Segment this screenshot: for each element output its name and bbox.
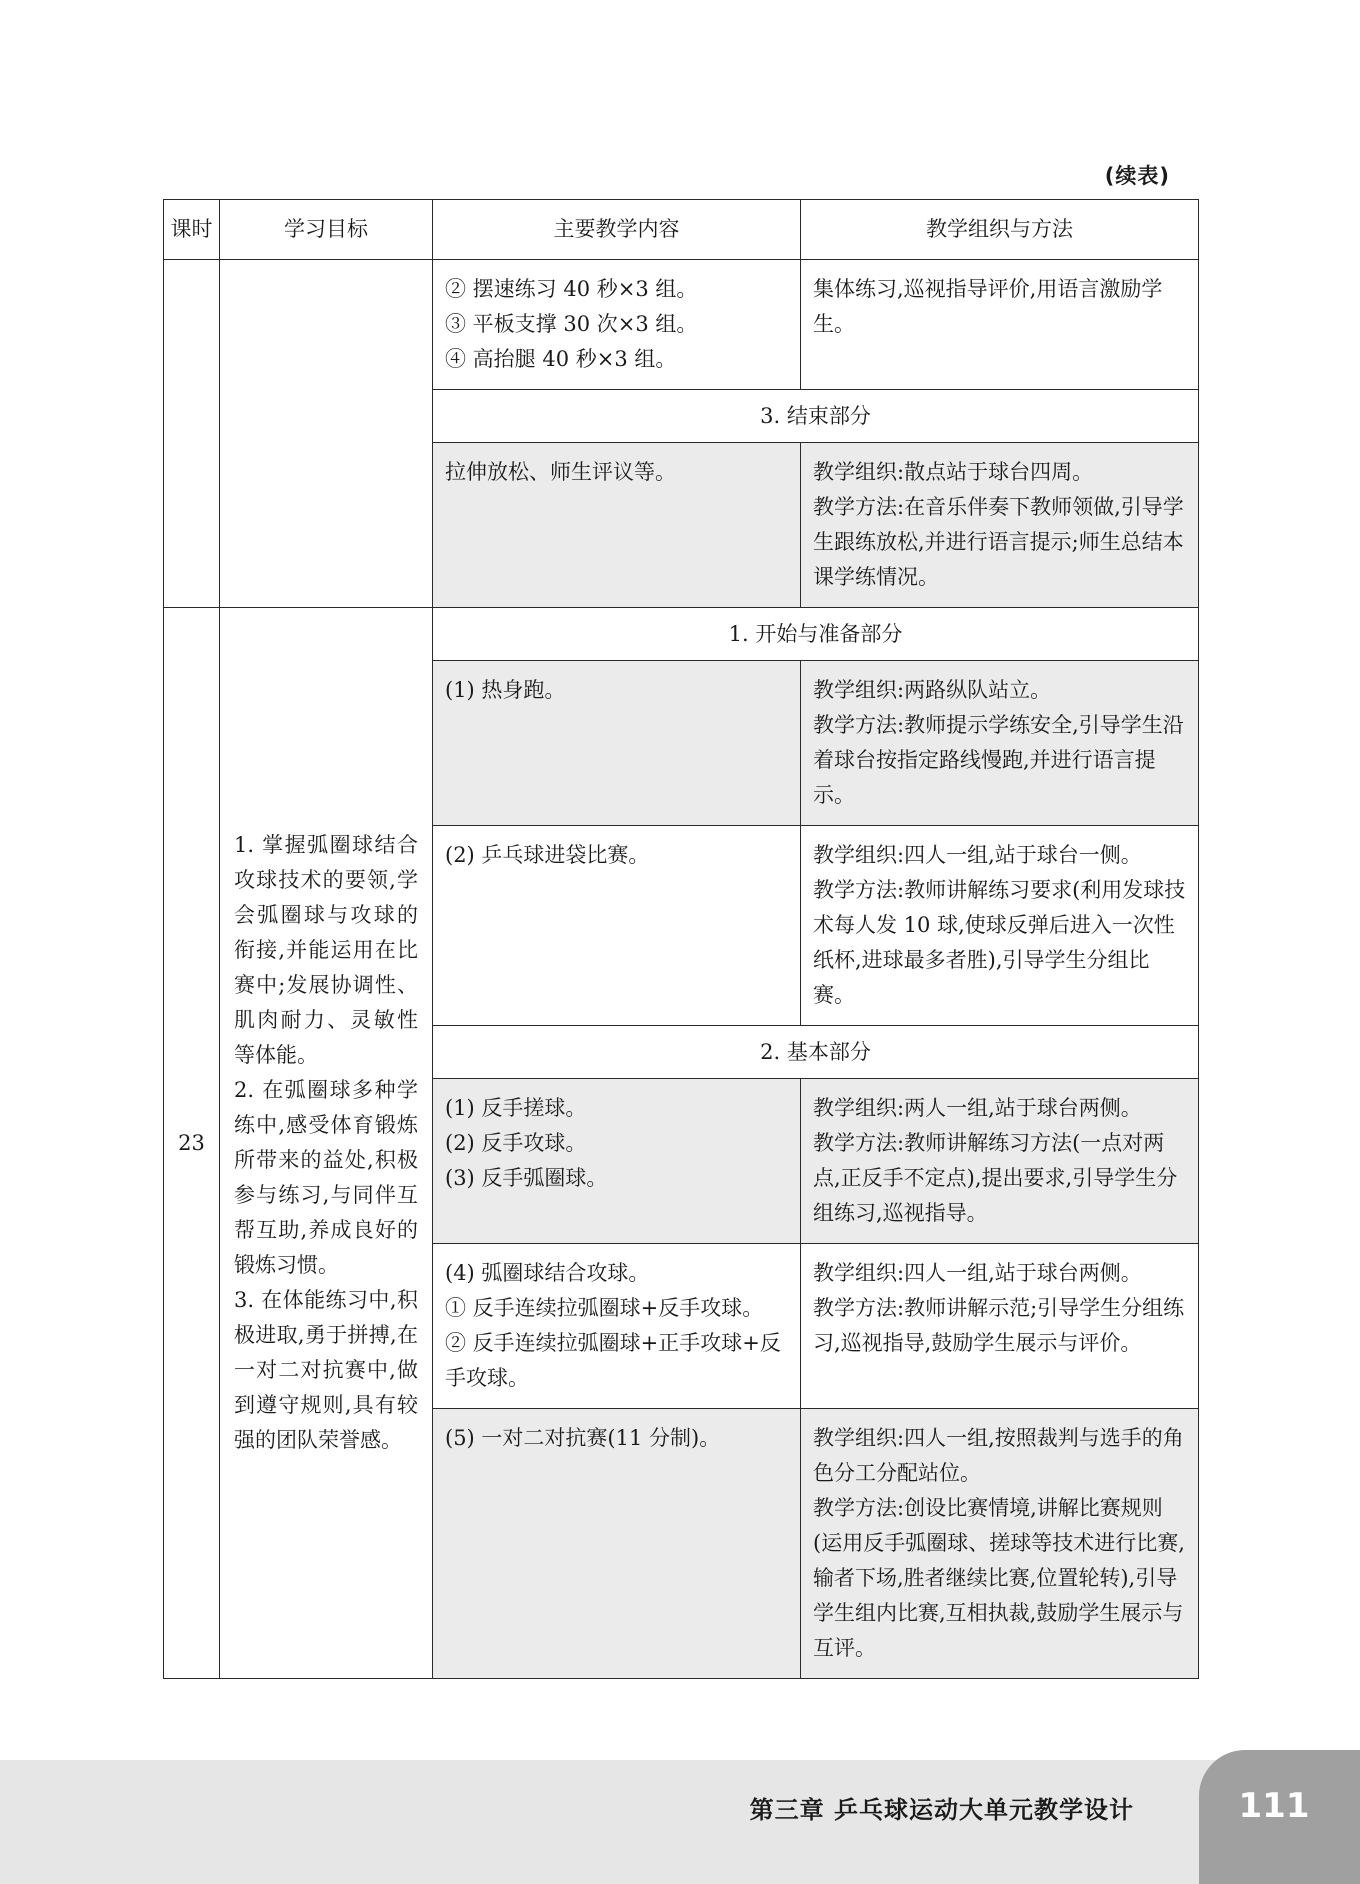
content-cell-cooldown <box>433 443 801 608</box>
method-cell-warmup <box>801 661 1199 826</box>
method-line: 教学方法:在音乐伴奏下教师领做,引导学生跟练放松,并进行语言提示;师生总结本课学练情况。 <box>813 495 1184 589</box>
method-line: 教学组织:四人一组,按照裁判与选手的角色分工分配站位。 <box>813 1426 1184 1485</box>
method-line: 教学方法:教师讲解练习方法(一点对两点,正反手不定点),提出要求,引导学生分组练习,巡视指导。 <box>813 1131 1178 1225</box>
goal-item: 2. 在弧圈球多种学练中,感受体育锻炼所带来的益处,积极参与练习,与同伴互帮互助,养成良好的锻炼习惯。 <box>234 1078 418 1277</box>
header-organization-methods: 教学组织与方法 <box>801 200 1199 260</box>
content-line: (2) 反手攻球。 <box>445 1131 587 1155</box>
method-line: 教学组织:两人一组,站于球台两侧。 <box>813 1096 1142 1120</box>
content-line: 拉伸放松、师生评议等。 <box>445 460 676 484</box>
method-line: 教学方法:教师提示学练安全,引导学生沿着球台按指定路线慢跑,并进行语言提示。 <box>813 713 1184 807</box>
goals-cell-empty <box>220 260 433 608</box>
content-cell-bag-game <box>433 826 801 1026</box>
section-title-basic: 2. 基本部分 <box>433 1026 1199 1079</box>
content-line: (1) 热身跑。 <box>445 678 566 702</box>
content-line: (3) 反手弧圈球。 <box>445 1166 608 1190</box>
content-line: ④ 高抬腿 40 秒×3 组。 <box>445 347 677 371</box>
learning-goals-cell <box>220 608 433 1679</box>
section-row <box>164 608 1199 661</box>
continued-table-label: (续表) <box>1104 164 1170 188</box>
footer-bar <box>0 1760 1360 1884</box>
goal-item: 1. 掌握弧圈球结合攻球技术的要领,学会弧圈球与攻球的衔接,并能运用在比赛中;发展协调性、肌肉耐力、灵敏性等体能。 <box>234 833 418 1067</box>
section-title-start: 1. 开始与准备部分 <box>433 608 1199 661</box>
goal-item: 3. 在体能练习中,积极进取,勇于拼搏,在一对二对抗赛中,做到遵守规则,具有较强的团队荣誉感。 <box>234 1288 418 1452</box>
method-cell-drills <box>801 260 1199 390</box>
content-cell-drills <box>433 260 801 390</box>
table-row <box>164 260 1199 390</box>
content-line: ② 反手连续拉弧圈球+正手攻球+反手攻球。 <box>445 1331 781 1390</box>
chapter-title: 第三章 乒乓球运动大单元教学设计 <box>749 1796 1134 1824</box>
method-cell-bag-game <box>801 826 1199 1026</box>
content-line: ① 反手连续拉弧圈球+反手攻球。 <box>445 1296 764 1320</box>
content-line: (4) 弧圈球结合攻球。 <box>445 1261 650 1285</box>
content-line: ③ 平板支撑 30 次×3 组。 <box>445 312 698 336</box>
method-line: 教学组织:四人一组,站于球台一侧。 <box>813 843 1142 867</box>
content-cell-warmup <box>433 661 801 826</box>
method-line: 教学组织:散点站于球台四周。 <box>813 460 1094 484</box>
method-line: 教学方法:教师讲解练习要求(利用发球技术每人发 10 球,使球反弹后进入一次性纸杯,进球最多者胜),引导学生分组比赛。 <box>813 878 1186 1007</box>
page-number: 111 <box>1238 1786 1310 1826</box>
header-learning-goals: 学习目标 <box>220 200 433 260</box>
content-line: ② 摆速练习 40 秒×3 组。 <box>445 277 698 301</box>
lesson-number-cell: 23 <box>164 608 220 1679</box>
content-cell-backhand <box>433 1079 801 1244</box>
method-cell-cooldown <box>801 443 1199 608</box>
content-cell-match <box>433 1409 801 1679</box>
content-cell-combo <box>433 1244 801 1409</box>
method-line: 教学方法:教师讲解示范;引导学生分组练习,巡视指导,鼓励学生展示与评价。 <box>813 1296 1185 1355</box>
content-line: (5) 一对二对抗赛(11 分制)。 <box>445 1426 721 1450</box>
method-line: 教学方法:创设比赛情境,讲解比赛规则(运用反手弧圈球、搓球等技术进行比赛,输者下场,胜者继续比赛,位置轮转),引导学生组内比赛,互相执裁,鼓励学生展示与互评。 <box>813 1496 1185 1660</box>
method-line: 教学组织:四人一组,站于球台两侧。 <box>813 1261 1142 1285</box>
lesson-plan-table <box>163 199 1199 1679</box>
content-line: (1) 反手搓球。 <box>445 1096 587 1120</box>
method-cell-combo <box>801 1244 1199 1409</box>
content-line: (2) 乒乓球进袋比赛。 <box>445 843 650 867</box>
header-main-content: 主要教学内容 <box>433 200 801 260</box>
lesson-number-cell-empty <box>164 260 220 608</box>
header-lesson-hour: 课时 <box>164 200 220 260</box>
method-line: 教学组织:两路纵队站立。 <box>813 678 1052 702</box>
section-title-end: 3. 结束部分 <box>433 390 1199 443</box>
table-header-row <box>164 200 1199 260</box>
method-text: 集体练习,巡视指导评价,用语言激励学生。 <box>813 277 1163 336</box>
method-cell-backhand <box>801 1079 1199 1244</box>
method-cell-match <box>801 1409 1199 1679</box>
